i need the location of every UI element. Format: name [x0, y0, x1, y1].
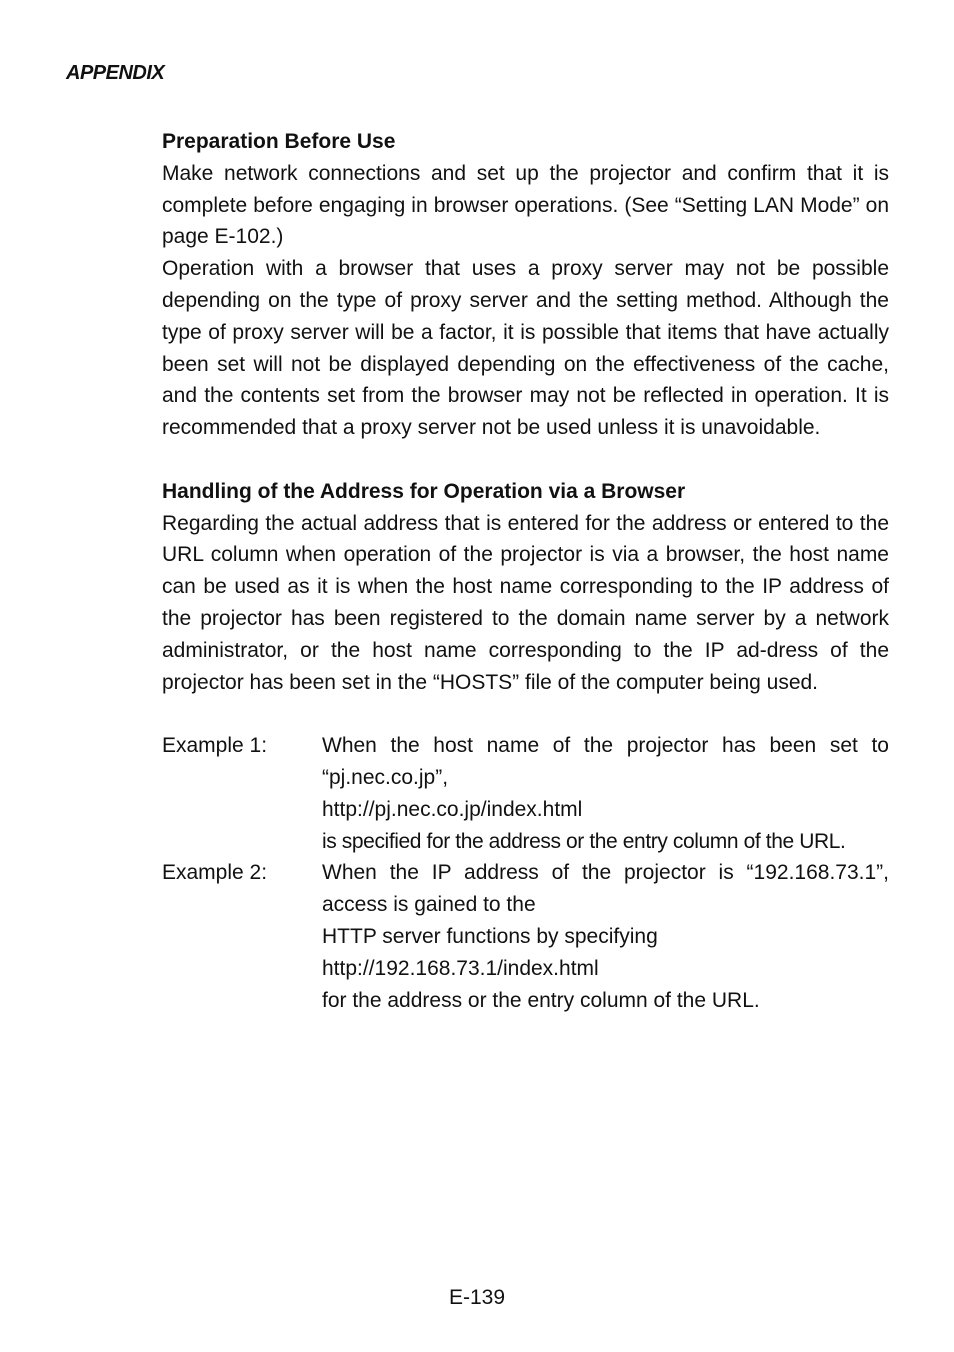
example-2-url: http://192.168.73.1/index.html [322, 956, 599, 980]
address-handling-heading: Handling of the Address for Operation via a Browser [162, 479, 686, 503]
example-1-line: When the host name of the projector has been set to “pj.nec.co.jp”, [322, 734, 889, 789]
example-1-body [322, 730, 889, 857]
preparation-paragraph-1: Make network connections and set up the projector and confirm that it is complete before engaging in browser operations. (See “Setting LAN Mode” on page E-102.) [162, 161, 889, 249]
spacer [162, 444, 889, 476]
example-2-line: for the address or the entry column of the URL. [322, 988, 760, 1012]
example-1 [162, 730, 889, 857]
example-2-line: HTTP server functions by specifying [322, 924, 658, 948]
example-2-body [322, 857, 889, 1016]
spacer [162, 698, 889, 730]
address-handling-paragraph: Regarding the actual address that is entered for the address or entered to the URL column when operation of the projector is via a browser, the host name can be used as it is when the host name corresponding to the IP address of the projector has been registered to the domain name server by a network administrator, or the host name corresponding to the IP ad-dress of the projector has been set in the “HOSTS” file of the computer being used. [162, 511, 889, 694]
section-header: APPENDIX [66, 62, 165, 84]
page-number: E-139 [448, 1286, 506, 1309]
example-2-label: Example 2: [162, 861, 268, 885]
example-1-line: is specified for the address or the entry column of the URL. [322, 829, 846, 853]
example-1-label: Example 1: [162, 734, 268, 758]
page-content [162, 126, 889, 1016]
example-2-line: When the IP address of the projector is “192.168.73.1”, access is gained to the [322, 861, 889, 917]
example-2 [162, 857, 889, 1016]
preparation-paragraph-2: Operation with a browser that uses a proxy server may not be possible depending on the type of proxy server and the setting method. Although the type of proxy server will be a factor, it is possible that items that have actually been set will not be displayed depending on the effectiveness of the cache, and the contents set from the browser may not be reflected in operation. It is recommended that a proxy server not be used unless it is unavoidable. [162, 257, 889, 440]
preparation-heading: Preparation Before Use [162, 130, 396, 153]
example-1-url: http://pj.nec.co.jp/index.html [322, 797, 583, 821]
